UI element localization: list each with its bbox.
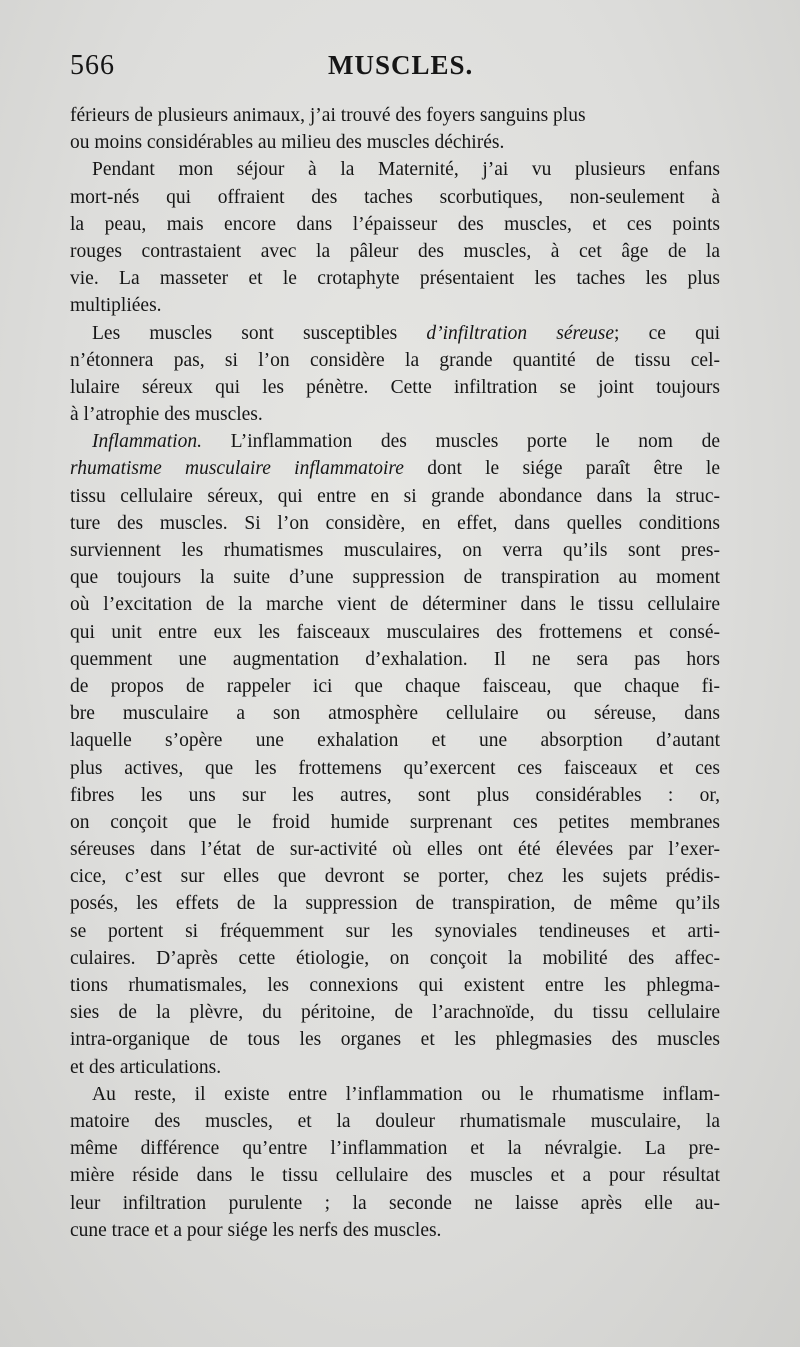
text-line <box>70 918 720 945</box>
text-segment: n’étonnera pas, si l’on considère la grande quantité de tissu cel- <box>70 349 720 371</box>
text-line <box>70 537 720 564</box>
text-segment: se portent si fréquemment sur les synoviales tendineuses et arti- <box>70 920 720 942</box>
text-segment: surviennent les rhumatismes musculaires, on verra qu’ils sont pres- <box>70 540 720 561</box>
text-line <box>70 564 720 591</box>
text-segment: ; ce qui <box>614 322 721 344</box>
text-line <box>70 863 720 890</box>
text-line <box>70 265 720 292</box>
text-segment: de propos de rappeler ici que chaque faisceau, que chaque fi- <box>70 675 720 697</box>
text-line <box>70 673 720 700</box>
text-line <box>70 510 720 537</box>
text-segment: la peau, mais encore dans l’épaisseur des muscles, et ces points <box>70 213 720 235</box>
text-segment: on conçoit que le froid humide surprenant ces petites membranes <box>70 811 720 833</box>
text-segment: mière réside dans le tissu cellulaire des muscles et a pour résultat <box>70 1165 720 1187</box>
text-line <box>70 374 720 401</box>
text-segment: lulaire séreux qui les pénètre. Cette infiltration se joint toujours <box>70 376 720 398</box>
text-segment: posés, les effets de la suppression de transpiration, de même qu’ils <box>70 893 720 915</box>
page-number: 566 <box>70 50 115 81</box>
page-header <box>70 50 730 90</box>
text-segment: et des articulations. <box>70 1056 222 1078</box>
text-segment: qui unit entre eux les faisceaux musculaires des frottemens et consé- <box>70 621 720 643</box>
running-title: MUSCLES. <box>328 50 474 80</box>
text-line <box>70 1217 720 1244</box>
text-segment: Les muscles sont susceptibles <box>92 322 427 344</box>
text-line <box>70 945 720 972</box>
text-line <box>70 999 720 1026</box>
text-line <box>70 1190 720 1217</box>
text-segment: dont le siége paraît être le <box>403 458 720 480</box>
text-line <box>70 102 720 129</box>
text-line <box>70 428 720 455</box>
text-segment: quemment une augmentation d’exhalation. Il ne sera pas hors <box>70 648 720 670</box>
text-line <box>70 483 720 510</box>
text-line <box>70 755 720 782</box>
text-segment: matoire des muscles, et la douleur rhumatismale musculaire, la <box>70 1110 720 1132</box>
text-segment: fibres les uns sur les autres, sont plus considérables : or, <box>70 784 720 806</box>
italic-text-segment: rhumatisme musculaire inflammatoire <box>70 458 404 480</box>
text-line <box>70 972 720 999</box>
text-line <box>70 156 720 183</box>
text-line <box>70 727 720 754</box>
text-segment: multipliées. <box>70 295 162 317</box>
text-line <box>70 1135 720 1162</box>
text-segment: rouges contrastaient avec la pâleur des muscles, à cet âge de la <box>70 240 720 262</box>
text-segment: ture des muscles. Si l’on considère, en effet, dans quelles conditions <box>70 512 720 534</box>
text-line <box>70 619 720 646</box>
text-segment: où l’excitation de la marche vient de déterminer dans le tissu cellulaire <box>70 594 720 616</box>
text-segment: cice, c’est sur elles que devront se porter, chez les sujets prédis- <box>70 866 720 888</box>
text-segment: plus actives, que les frottemens qu’exercent ces faisceaux et ces <box>70 757 720 779</box>
text-segment: intra-organique de tous les organes et les phlegmasies des muscles <box>70 1029 720 1051</box>
text-line <box>70 1026 720 1053</box>
text-line <box>70 890 720 917</box>
text-segment: tions rhumatismales, les connexions qui existent entre les phlegma- <box>70 975 720 996</box>
italic-text-segment: Inflammation. <box>92 431 202 453</box>
text-segment: férieurs de plusieurs animaux, j’ai trouvé des foyers sanguins plus <box>70 105 586 126</box>
text-segment: à l’atrophie des muscles. <box>70 404 263 426</box>
text-line <box>70 401 720 428</box>
text-segment: séreuses dans l’état de sur-activité où elles ont été élevées par l’exer- <box>70 839 720 861</box>
text-line <box>70 1054 720 1081</box>
text-line <box>70 700 720 727</box>
text-line <box>70 129 720 156</box>
text-segment: laquelle s’opère une exhalation et une absorption d’autant <box>70 730 720 752</box>
text-line <box>70 292 720 319</box>
text-segment: culaires. D’après cette étiologie, on conçoit la mobilité des affec- <box>70 947 720 969</box>
text-segment: bre musculaire a son atmosphère cellulaire ou séreuse, dans <box>70 703 720 725</box>
text-line <box>70 809 720 836</box>
text-segment: cune trace et a pour siége les nerfs des muscles. <box>70 1219 442 1241</box>
text-segment: vie. La masseter et le crotaphyte présentaient les taches les plus <box>70 268 720 290</box>
text-line <box>70 836 720 863</box>
text-segment: que toujours la suite d’une suppression de transpiration au moment <box>70 567 720 589</box>
italic-text-segment: d’infiltration séreuse <box>426 322 615 344</box>
text-line <box>70 238 720 265</box>
text-line <box>70 782 720 809</box>
text-segment: sies de la plèvre, du péritoine, de l’arachnoïde, du tissu cellulaire <box>70 1002 720 1024</box>
text-line <box>70 1108 720 1135</box>
text-line <box>70 184 720 211</box>
text-segment: même différence qu’entre l’inflammation et la névralgie. La pre- <box>70 1138 720 1160</box>
text-segment: mort-nés qui offraient des taches scorbutiques, non-seulement à <box>70 186 720 208</box>
text-segment: Pendant mon séjour à la Maternité, j’ai vu plusieurs enfans <box>92 159 720 181</box>
text-segment: tissu cellulaire séreux, qui entre en si grande abondance dans la struc- <box>70 485 720 507</box>
text-segment: Au reste, il existe entre l’inflammation ou le rhumatisme inflam- <box>92 1083 720 1105</box>
text-line <box>70 455 720 482</box>
text-line <box>70 320 720 347</box>
text-line <box>70 1162 720 1189</box>
text-segment: ou moins considérables au milieu des muscles déchirés. <box>70 132 505 154</box>
text-line <box>70 646 720 673</box>
body-text <box>70 102 720 1244</box>
text-line <box>70 591 720 618</box>
text-line <box>70 347 720 374</box>
text-segment: L’inflammation des muscles porte le nom de <box>201 431 720 453</box>
text-line <box>70 1081 720 1108</box>
text-line <box>70 211 720 238</box>
text-segment: leur infiltration purulente ; la seconde ne laisse après elle au- <box>70 1192 720 1214</box>
